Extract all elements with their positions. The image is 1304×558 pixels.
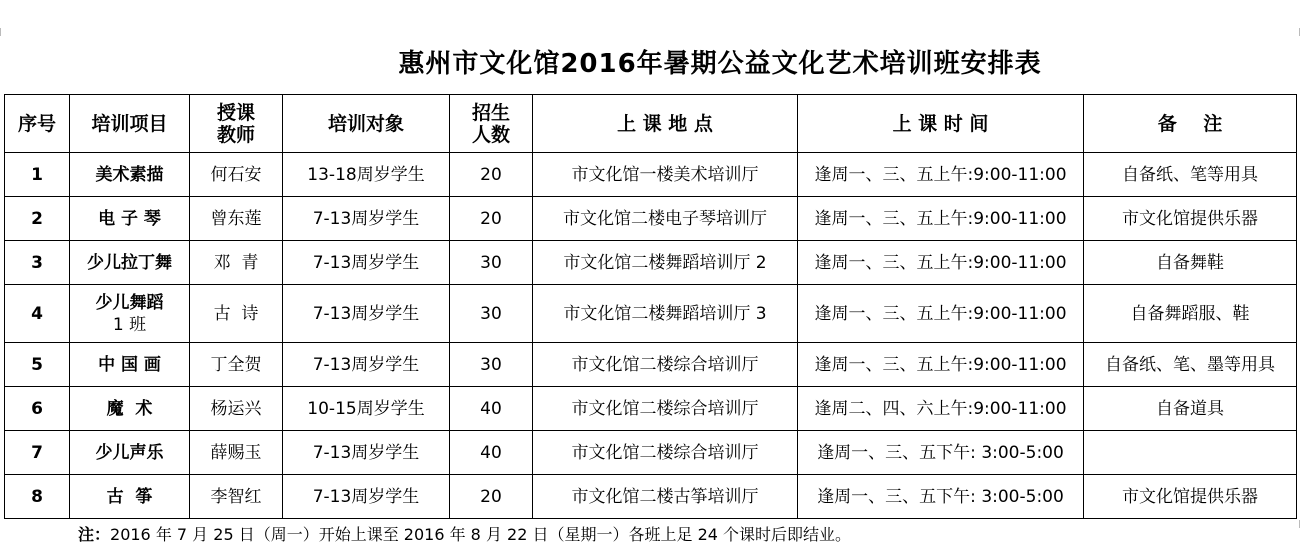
cell-remark (1084, 431, 1297, 475)
cell-target: 7-13周岁学生 (283, 475, 450, 519)
footnote (78, 522, 851, 545)
cell-project-line2: 1 班 (112, 314, 147, 335)
footnote-label: 注： (78, 525, 111, 544)
cell-count: 30 (450, 285, 533, 343)
cell-project: 电 子 琴 (70, 197, 190, 241)
cell-location: 市文化馆二楼舞蹈培训厅 3 (533, 285, 798, 343)
cell-time: 逢周一、三、五上午:9:00-11:00 (798, 197, 1084, 241)
cell-remark: 自备纸、笔等用具 (1084, 153, 1297, 197)
cell-remark: 自备舞鞋 (1084, 241, 1297, 285)
cell-location: 市文化馆二楼综合培训厅 (533, 343, 798, 387)
cell-count: 20 (450, 153, 533, 197)
cell-index: 5 (5, 343, 70, 387)
cell-location: 市文化馆二楼舞蹈培训厅 2 (533, 241, 798, 285)
cell-index: 7 (5, 431, 70, 475)
cell-remark: 市文化馆提供乐器 (1084, 475, 1297, 519)
header-project: 培训项目 (70, 95, 190, 153)
page-corner-mark (1291, 28, 1300, 36)
header-teacher (190, 95, 283, 153)
cell-remark: 市文化馆提供乐器 (1084, 197, 1297, 241)
cell-target: 7-13周岁学生 (283, 197, 450, 241)
header-time: 上 课 时 间 (798, 95, 1084, 153)
header-target: 培训对象 (283, 95, 450, 153)
header-enroll-line1: 招生 (471, 101, 510, 124)
cell-teacher: 薛赐玉 (190, 431, 283, 475)
cell-time: 逢周一、三、五上午:9:00-11:00 (798, 153, 1084, 197)
cell-count: 20 (450, 197, 533, 241)
header-remarks: 备 注 (1084, 95, 1297, 153)
cell-teacher: 曾东莲 (190, 197, 283, 241)
cell-project (70, 285, 190, 343)
cell-teacher: 丁全贺 (190, 343, 283, 387)
cell-time: 逢周一、三、五下午: 3:00-5:00 (798, 431, 1084, 475)
cell-time: 逢周二、四、六上午:9:00-11:00 (798, 387, 1084, 431)
header-index: 序号 (5, 95, 70, 153)
cell-target: 7-13周岁学生 (283, 431, 450, 475)
cell-time: 逢周一、三、五上午:9:00-11:00 (798, 285, 1084, 343)
table-row (5, 285, 1297, 343)
table-header-row (5, 95, 1297, 153)
cell-teacher: 杨运兴 (190, 387, 283, 431)
cell-count: 40 (450, 387, 533, 431)
cell-remark: 自备道具 (1084, 387, 1297, 431)
cell-index: 8 (5, 475, 70, 519)
cell-project: 少儿声乐 (70, 431, 190, 475)
header-teacher-line2: 教师 (216, 123, 255, 146)
cell-time: 逢周一、三、五下午: 3:00-5:00 (798, 475, 1084, 519)
training-schedule-table (4, 94, 1297, 519)
cell-location: 市文化馆二楼综合培训厅 (533, 431, 798, 475)
cell-location: 市文化馆二楼综合培训厅 (533, 387, 798, 431)
page-corner-mark (1291, 520, 1300, 528)
cell-project-line1: 少儿舞蹈 (95, 292, 164, 313)
cell-project: 中 国 画 (70, 343, 190, 387)
table-row (5, 475, 1297, 519)
table-row (5, 387, 1297, 431)
cell-target: 7-13周岁学生 (283, 285, 450, 343)
cell-location: 市文化馆一楼美术培训厅 (533, 153, 798, 197)
table-row (5, 431, 1297, 475)
header-teacher-line1: 授课 (216, 101, 255, 124)
cell-project: 美术素描 (70, 153, 190, 197)
cell-count: 30 (450, 343, 533, 387)
cell-index: 6 (5, 387, 70, 431)
table-row (5, 241, 1297, 285)
cell-index: 1 (5, 153, 70, 197)
cell-time: 逢周一、三、五上午:9:00-11:00 (798, 241, 1084, 285)
cell-location: 市文化馆二楼电子琴培训厅 (533, 197, 798, 241)
header-location: 上 课 地 点 (533, 95, 798, 153)
cell-count: 40 (450, 431, 533, 475)
table-row (5, 343, 1297, 387)
page-corner-mark (0, 28, 9, 36)
cell-teacher: 古 诗 (190, 285, 283, 343)
cell-teacher: 何石安 (190, 153, 283, 197)
cell-index: 4 (5, 285, 70, 343)
cell-teacher: 邓 青 (190, 241, 283, 285)
cell-project: 少儿拉丁舞 (70, 241, 190, 285)
header-enroll-line2: 人数 (471, 123, 510, 146)
header-enroll (450, 95, 533, 153)
cell-target: 13-18周岁学生 (283, 153, 450, 197)
table-row (5, 197, 1297, 241)
cell-teacher: 李智红 (190, 475, 283, 519)
cell-time: 逢周一、三、五上午:9:00-11:00 (798, 343, 1084, 387)
cell-remark: 自备纸、笔、墨等用具 (1084, 343, 1297, 387)
cell-index: 2 (5, 197, 70, 241)
cell-location: 市文化馆二楼古筝培训厅 (533, 475, 798, 519)
table-row (5, 153, 1297, 197)
cell-target: 7-13周岁学生 (283, 343, 450, 387)
cell-project: 古 筝 (70, 475, 190, 519)
cell-project: 魔 术 (70, 387, 190, 431)
document-title: 惠州市文化馆2016年暑期公益文化艺术培训班安排表 (398, 49, 1042, 79)
cell-remark: 自备舞蹈服、鞋 (1084, 285, 1297, 343)
cell-target: 10-15周岁学生 (283, 387, 450, 431)
cell-count: 30 (450, 241, 533, 285)
cell-index: 3 (5, 241, 70, 285)
footnote-text: 2016 年 7 月 25 日（周一）开始上课至 2016 年 8 月 22 日（星期一）各班上足 24 个课时后即结业。 (110, 525, 852, 544)
cell-count: 20 (450, 475, 533, 519)
cell-target: 7-13周岁学生 (283, 241, 450, 285)
